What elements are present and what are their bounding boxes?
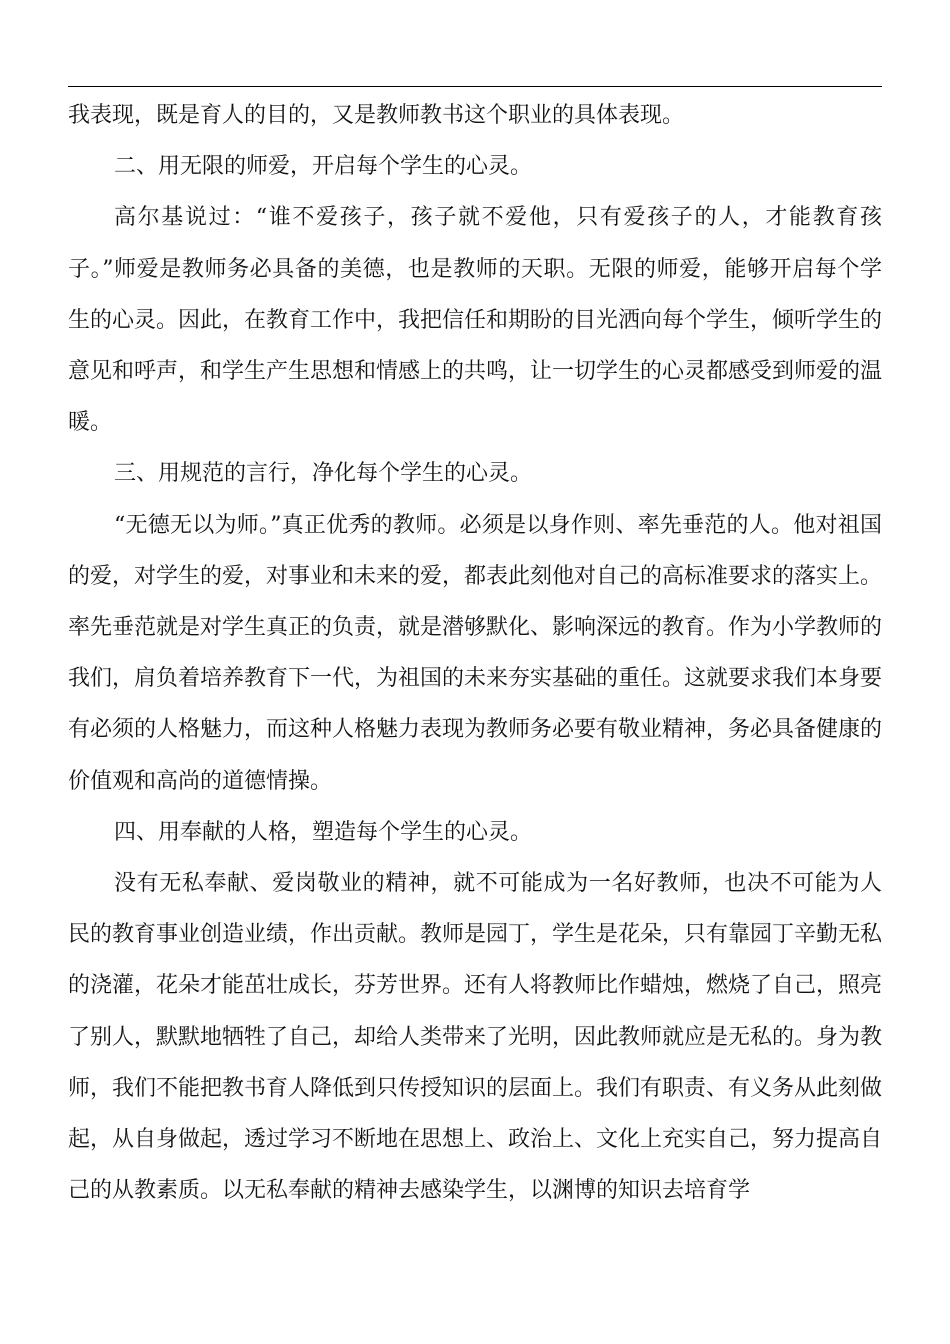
section-heading-3: 三、用规范的言行，净化每个学生的心灵。 xyxy=(114,461,533,487)
section-heading-2: 二、用无限的师爱，开启每个学生的心灵。 xyxy=(114,154,533,180)
header-rule xyxy=(68,86,882,87)
document-body xyxy=(68,90,882,1216)
paragraph-continuation: 我表现，既是育人的目的，又是教师教书这个职业的具体表现。 xyxy=(68,103,685,128)
paragraph-role-model: “无德无以为师。”真正优秀的教师。必须是以身作则、率先垂范的人。他对祖国的爱，对学生的爱，对事业和未来的爱，都表此刻他对自己的高标准要求的落实上。率先垂范就是对学生真正的负责，就是潜够默化、影响深远的教育。作为小学教师的我们，肩负着培养教育下一代，为祖国的未来夯实基础的重任。这就要求我们本身要有必须的人格魅力，而这种人格魅力表现为教师务必要有敬业精神，务必具备健康的价值观和高尚的道德情操。 xyxy=(68,512,883,794)
paragraph-dedication: 没有无私奉献、爱岗敬业的精神，就不可能成为一名好教师，也决不可能为人民的教育事业创造业绩，作出贡献。教师是园丁，学生是花朵，只有靠园丁辛勤无私的浇灌，花朵才能茁壮成长，芬芳世界。还有人将教师比作蜡烛，燃烧了自己，照亮了别人，默默地牺牲了自己，却给人类带来了光明，因此教师就应是无私的。身为教师，我们不能把教书育人降低到只传授知识的层面上。我们有职责、有义务从此刻做起，从自身做起，透过学习不断地在思想上、政治上、文化上充实自己，努力提高自己的从教素质。以无私奉献的精神去感染学生，以渊博的知识去培育学 xyxy=(68,871,883,1204)
section-heading-4: 四、用奉献的人格，塑造每个学生的心灵。 xyxy=(114,819,533,845)
paragraph-teacher-love: 高尔基说过：“谁不爱孩子，孩子就不爱他，只有爱孩子的人，才能教育孩子。”师爱是教师务必具备的美德，也是教师的天职。无限的师爱，能够开启每个学生的心灵。因此，在教育工作中，我把信任和期盼的目光洒向每个学生，倾听学生的意见和呼声，和学生产生思想和情感上的共鸣，让一切学生的心灵都感受到师爱的温暖。 xyxy=(68,205,883,436)
